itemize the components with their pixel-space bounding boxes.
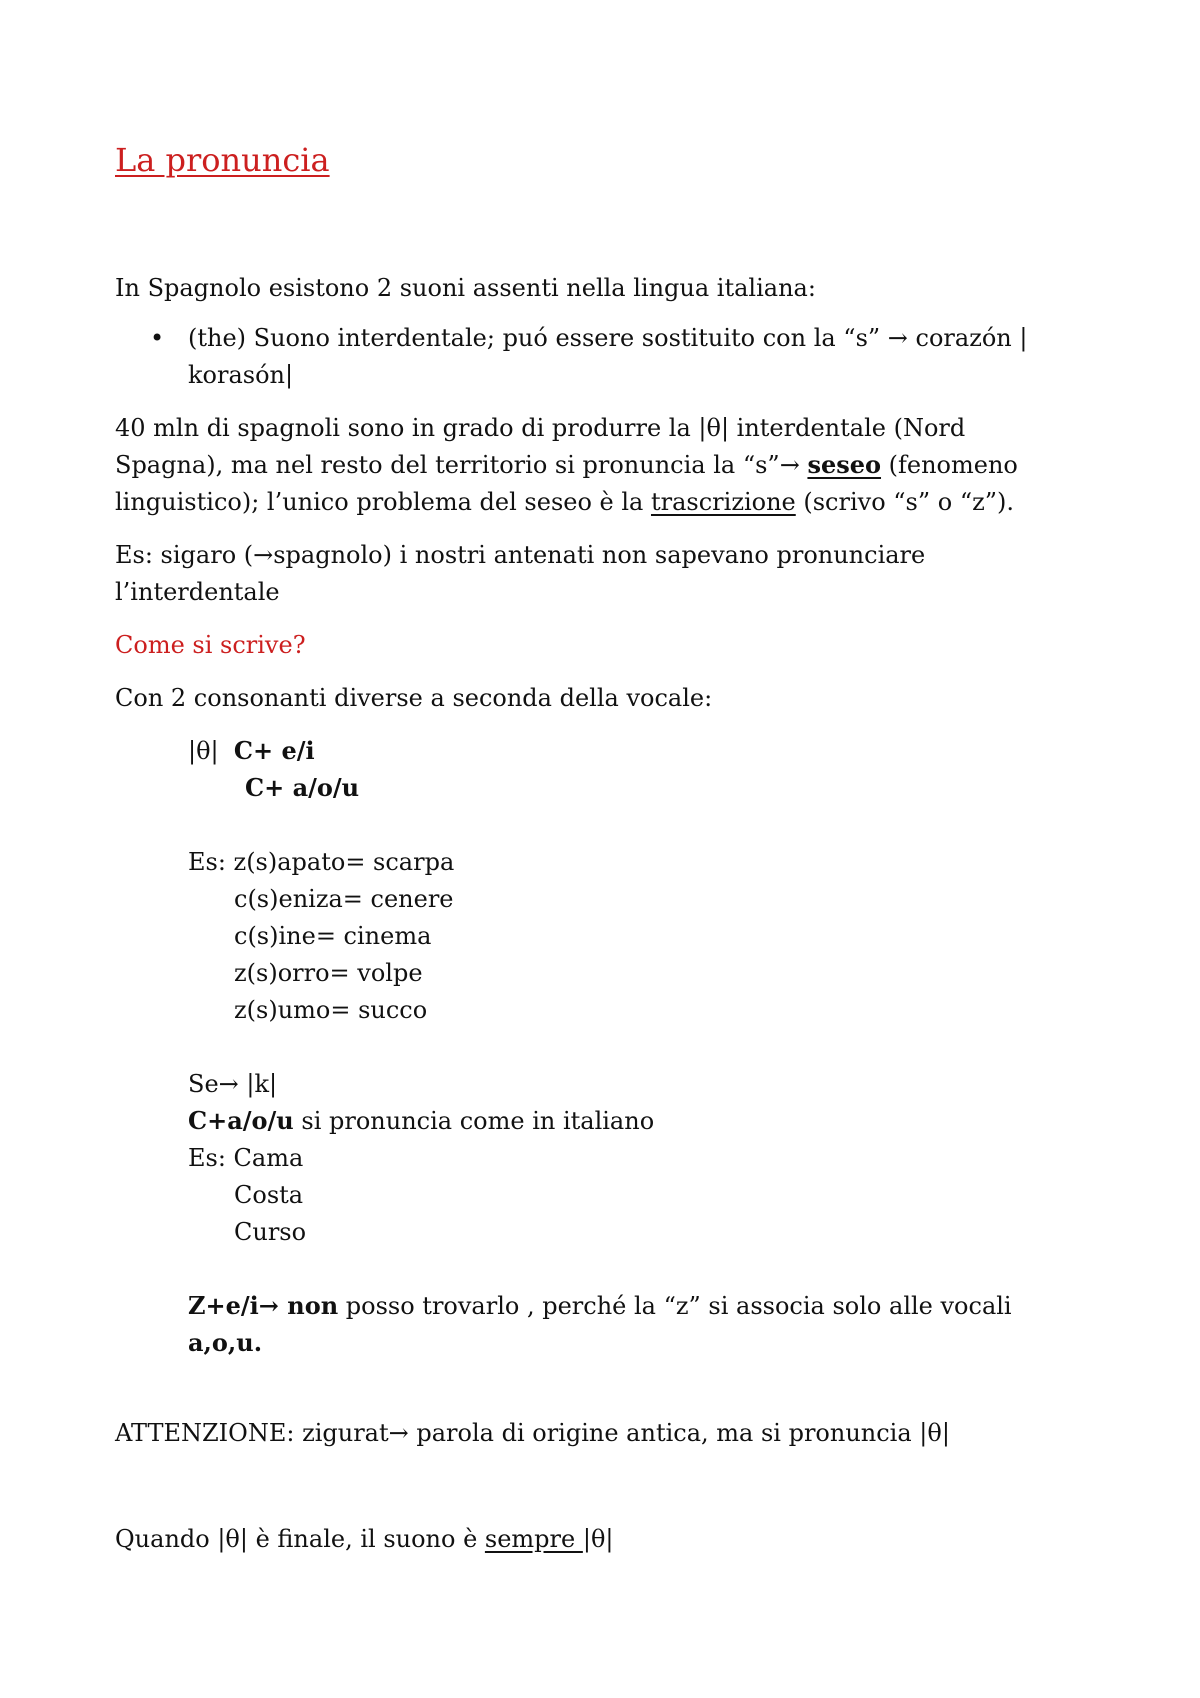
paragraph-line-3-post: (scrivo “s” o “z”). <box>795 488 1015 516</box>
rule-c-aou: C+ a/o/u <box>245 773 360 802</box>
subheading: Come si scrive? <box>115 631 306 659</box>
final-line <box>115 1521 613 1557</box>
z-rule-rest: posso trovarlo , perché la “z” si associa solo alle vocali <box>338 1292 1012 1320</box>
seseo-term: seseo <box>807 450 882 479</box>
paragraph-line-3 <box>115 484 1014 520</box>
example-item: c(s)ine= cinema <box>234 922 432 950</box>
example-item: z(s)umo= succo <box>234 996 428 1024</box>
paragraph-line-2 <box>115 447 1018 483</box>
trascrizione-term: trascrizione <box>650 488 796 516</box>
k-example-item: Es: Cama <box>188 1144 304 1172</box>
paragraph-line-2-pre: Spagna), ma nel resto del territorio si pronuncia la “s”→ <box>115 451 808 479</box>
k-rule-rest: si pronuncia come in italiano <box>293 1107 655 1135</box>
attenzione-note: ATTENZIONE: zigurat→ parola di origine antica, ma si pronuncia |θ| <box>115 1419 950 1447</box>
example-line-2: l’interdentale <box>115 578 280 606</box>
k-example-item: Curso <box>234 1218 307 1246</box>
k-rule-line-1: Se→ |k| <box>188 1070 278 1098</box>
rule-c-ei: C+ e/i <box>233 736 315 765</box>
paragraph-line-1: 40 mln di spagnoli sono in grado di produrre la |θ| interdentale (Nord <box>115 414 966 442</box>
paragraph-line-2-post: (fenomeno <box>881 451 1018 479</box>
page-title: La pronuncia <box>115 141 330 179</box>
bullet-line-1: (the) Suono interdentale; puó essere sostituito con la “s” → corazón | <box>188 324 1028 352</box>
rule-line-1 <box>188 733 315 769</box>
final-pre: Quando |θ| è finale, il suono è <box>115 1525 485 1553</box>
final-sempre: sempre <box>484 1525 583 1553</box>
bullet-marker: • <box>150 324 165 352</box>
example-line-1: Es: sigaro (→spagnolo) i nostri antenati non sapevano pronunciare <box>115 541 926 569</box>
z-rule-line-1 <box>188 1288 1012 1324</box>
final-post: |θ| <box>582 1525 614 1553</box>
z-rule-bold: Z+e/i→ non <box>188 1291 339 1320</box>
example-item: c(s)eniza= cenere <box>234 885 454 913</box>
k-example-item: Costa <box>234 1181 304 1209</box>
theta-symbol: |θ| <box>188 737 219 765</box>
consonants-intro: Con 2 consonanti diverse a seconda della vocale: <box>115 684 713 712</box>
paragraph-line-3-pre: linguistico); l’unico problema del seseo è la <box>115 488 651 516</box>
bullet-line-2: korasón| <box>188 361 294 389</box>
intro-text: In Spagnolo esistono 2 suoni assenti nella lingua italiana: <box>115 274 816 302</box>
k-rule-bold: C+a/o/u <box>188 1106 294 1135</box>
example-item: Es: z(s)apato= scarpa <box>188 848 455 876</box>
example-item: z(s)orro= volpe <box>234 959 423 987</box>
z-rule-line-2: a,o,u. <box>188 1328 263 1357</box>
k-rule-line-2 <box>188 1103 654 1139</box>
